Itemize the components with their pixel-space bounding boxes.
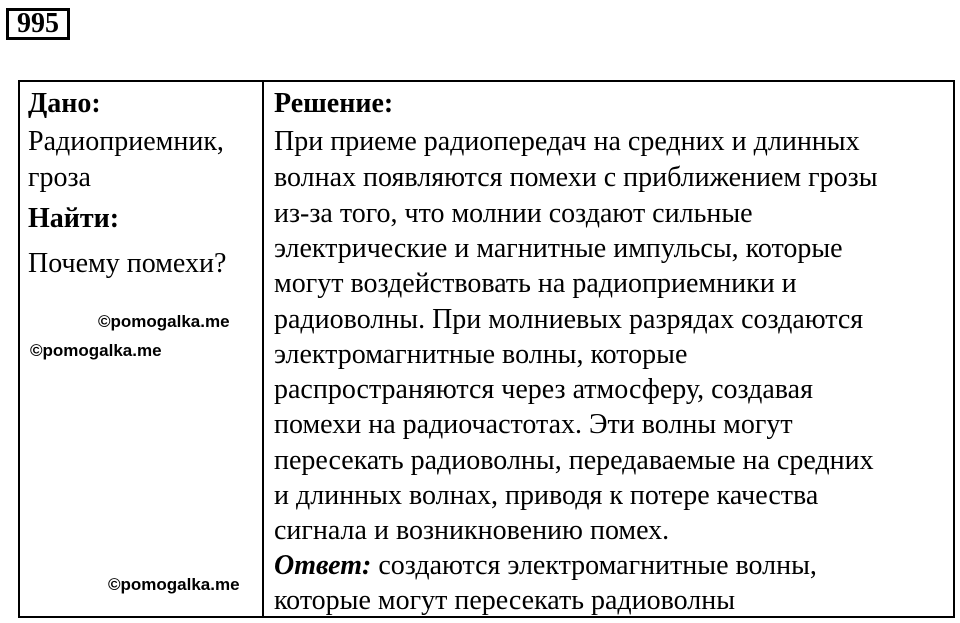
watermark-3: ©pomogalka.me	[108, 575, 240, 594]
solution-line-1: При приеме радиопередач на средних и длинных	[274, 126, 860, 157]
solution-line-9: помехи на радиочастотах. Эти волны могут	[274, 409, 793, 440]
answer-line-1	[274, 550, 817, 582]
solution-line-2: волнах появляются помехи с приближением грозы	[274, 162, 878, 193]
given-heading: Дано:	[28, 88, 101, 119]
solution-heading: Решение:	[274, 88, 394, 119]
solution-line-4: электрические и магнитные импульсы, которые	[274, 233, 843, 264]
solution-line-5: могут воздействовать на радиоприемники и	[274, 268, 797, 299]
watermark-1: ©pomogalka.me	[98, 312, 230, 331]
answer-text-1: создаются электромагнитные волны,	[371, 550, 817, 581]
solution-line-8: распространяются через атмосферу, создавая	[274, 374, 813, 405]
watermark-2: ©pomogalka.me	[30, 341, 162, 360]
problem-number: 995	[6, 8, 70, 40]
solution-line-7: электромагнитные волны, которые	[274, 339, 688, 370]
given-line-1: Радиоприемник,	[28, 126, 224, 157]
task-table	[18, 80, 955, 618]
solution-column	[264, 82, 953, 616]
solution-line-11: и длинных волнах, приводя к потере качества	[274, 480, 819, 511]
answer-label: Ответ:	[274, 550, 372, 581]
solution-line-6: радиоволны. При молниевых разрядах создаются	[274, 304, 864, 335]
find-heading: Найти:	[28, 203, 120, 234]
answer-line-2: которые могут пересекать радиоволны	[274, 585, 736, 616]
solution-line-3: из-за того, что молнии создают сильные	[274, 198, 753, 229]
given-line-2: гроза	[28, 162, 91, 193]
find-question: Почему помехи?	[28, 248, 227, 279]
solution-line-10: пересекать радиоволны, передаваемые на средних	[274, 445, 874, 476]
solution-line-12: сигнала и возникновению помех.	[274, 515, 670, 546]
given-column	[20, 82, 264, 616]
